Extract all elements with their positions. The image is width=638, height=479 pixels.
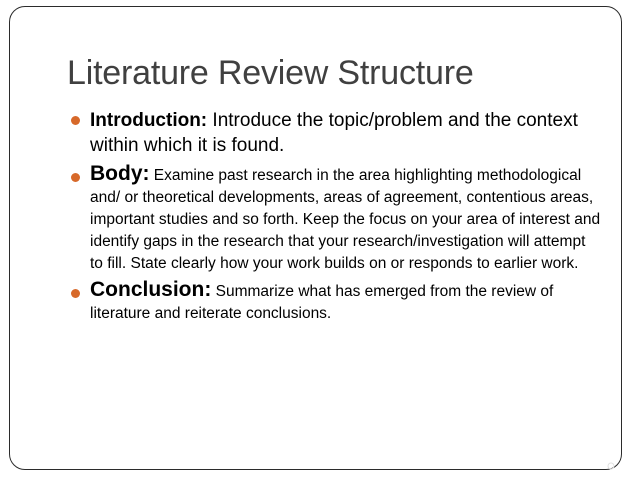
bullet-text: Summarize what has emerged from the review of literature and reiterate conclusions. xyxy=(90,283,554,322)
bullet-term: Body: xyxy=(90,162,150,185)
bullet-dot-icon xyxy=(71,173,80,182)
bullet-text: Introduce the topic/problem and the context within which it is found. xyxy=(90,110,578,156)
bullet-conclusion xyxy=(71,279,601,325)
bullet-term: Conclusion: xyxy=(90,278,212,301)
bullet-introduction xyxy=(71,108,601,158)
bullet-term: Introduction: xyxy=(90,110,208,131)
bullet-list xyxy=(71,108,601,325)
slide-title: Literature Review Structure xyxy=(67,54,474,92)
bullet-dot-icon xyxy=(71,289,80,298)
bullet-text: Examine past research in the area highlighting methodological and/ or theoretical developments, areas of agreement, contentious areas, important studies and so forth. Keep the focus on your area of interest and identify gaps in the research that your research/investigation will attempt to fill. State clearly how your work builds on or responds to earlier work. xyxy=(90,167,601,272)
corner-mark-icon xyxy=(606,461,616,471)
bullet-body xyxy=(71,163,601,275)
bullet-dot-icon xyxy=(71,116,80,125)
